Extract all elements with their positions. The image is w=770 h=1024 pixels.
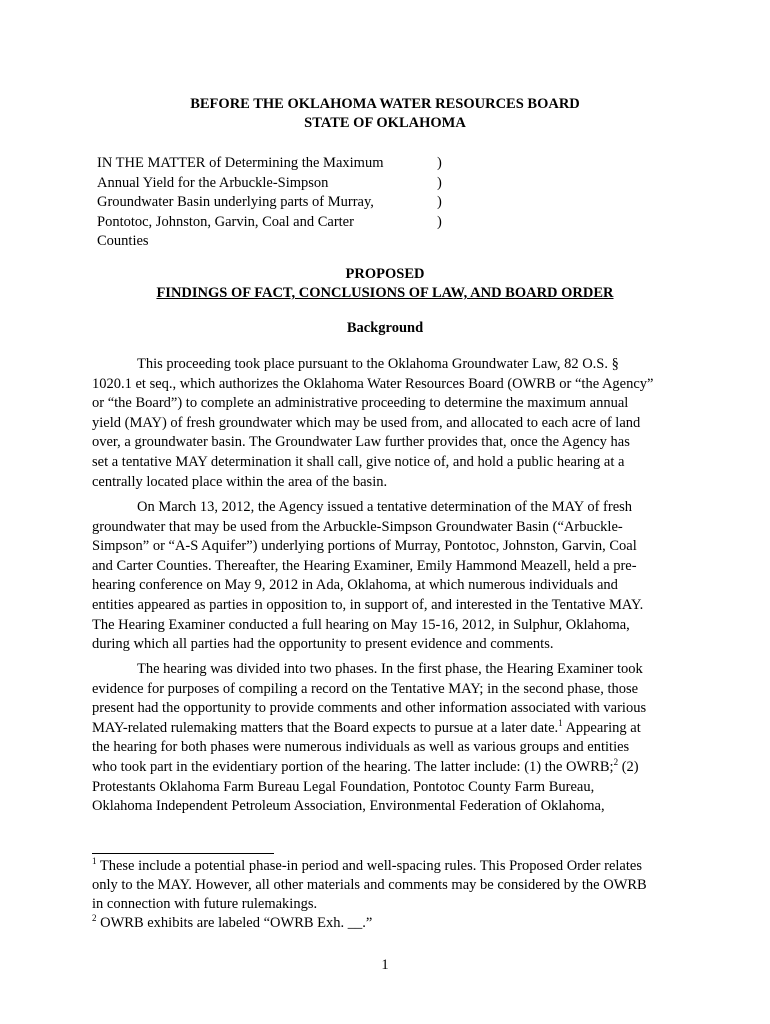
paragraph-line: Simpson” or “A-S Aquifer”) underlying portions of Murray, Pontotoc, Johnston, Garvin, Coal [92,538,637,555]
footnote-line: only to the MAY. However, all other materials and comments may be considered by the OWRB [92,877,647,893]
proposed-label: PROPOSED [345,266,425,282]
footnote-ref-1[interactable]: 1 [558,717,563,728]
paragraph-line [92,758,685,778]
paragraph-3 [92,660,685,817]
paragraph-line: present had the opportunity to provide comments and other information associated with various [92,700,647,717]
footnote-line: in connection with future rulemakings. [92,896,318,912]
paragraph-text: (2) [618,758,639,775]
board-heading-line: BEFORE THE OKLAHOMA WATER RESOURCES BOARD [190,96,580,112]
footnote-mark-1: 1 [92,856,97,867]
paragraph-line: and Carter Counties. Thereafter, the Hearing Examiner, Emily Hammond Meazell, held a pre- [92,557,637,574]
caption-bracket: ) [437,194,442,211]
case-caption [97,154,427,252]
paragraph-line: entities appeared as parties in opposition to, in support of, and interested in the Tentative MAY. [92,596,644,613]
paragraph-text: who took part in the evidentiary portion of the hearing. The latter include: (1) the OWRB; [92,758,614,775]
paragraph-line: Protestants Oklahoma Farm Bureau Legal Foundation, Pontotoc County Farm Bureau, [92,778,595,795]
caption-line: Groundwater Basin underlying parts of Murray, [97,194,374,211]
caption-brackets [437,154,457,232]
caption-bracket: ) [437,213,442,230]
paragraph-line: Oklahoma Independent Petroleum Association, Environmental Federation of Oklahoma, [92,798,605,815]
paragraph-line: or “the Board”) to complete an administrative proceeding to determine the maximum annual [92,395,629,412]
caption-line: Annual Yield for the Arbuckle-Simpson [97,174,329,191]
paragraph-line: The hearing was divided into two phases. In the first phase, the Hearing Examiner took [137,661,643,677]
paragraph-line: yield (MAY) of fresh groundwater which may be used from, and allocated to each acre of land [92,414,641,431]
paragraph-line: centrally located place within the area of the basin. [92,473,388,490]
paragraph-2 [92,498,685,655]
paragraph-line: 1020.1 et seq., which authorizes the Oklahoma Water Resources Board (OWRB or “the Agency” [92,375,654,392]
state-heading-line: STATE OF OKLAHOMA [304,115,466,131]
caption-bracket: ) [437,174,442,191]
footnote-text: These include a potential phase-in period and well-spacing rules. This Proposed Order relates [96,858,642,874]
footnote-1 [92,857,692,876]
footnote-2 [92,914,692,933]
paragraph-line: the hearing for both phases were numerous individuals as well as various groups and entities [92,739,630,756]
footnote-mark-2: 2 [92,913,97,924]
paragraph-line: set a tentative MAY determination it shall call, give notice of, and hold a public hearing at a [92,453,625,470]
paragraph-line: The Hearing Examiner conducted a full hearing on May 15-16, 2012, in Sulphur, Oklahoma, [92,616,630,633]
footnote-text: OWRB exhibits are labeled “OWRB Exh. __.” [96,915,373,931]
caption-bracket: ) [437,155,442,171]
page-number: 1 [381,957,389,973]
caption-line: Pontotoc, Johnston, Garvin, Coal and Carter [97,213,354,230]
section-heading-background: Background [346,320,424,336]
paragraph-line: groundwater that may be used from the Arbuckle-Simpson Groundwater Basin (“Arbuckle- [92,518,623,535]
paragraph-line: over, a groundwater basin. The Groundwater Law further provides that, once the Agency has [92,434,630,451]
paragraph-line: evidence for purposes of compiling a record on the Tentative MAY; in the second phase, those [92,680,639,697]
footnote-divider [92,853,274,854]
caption-line: Counties [97,233,149,250]
document-title: FINDINGS OF FACT, CONCLUSIONS OF LAW, AND BOARD ORDER [156,285,614,301]
paragraph-text: MAY-related rulemaking matters that the Board expects to pursue at a later date. [92,719,559,736]
paragraph-line [92,719,685,739]
paragraph-text: Appearing at [562,719,641,736]
caption-line: IN THE MATTER of Determining the Maximum [97,155,384,171]
paragraph-1 [92,355,685,492]
footnotes [92,857,692,933]
paragraph-line: hearing conference on May 9, 2012 in Ada, Oklahoma, at which numerous individuals and [92,577,618,594]
paragraph-line: during which all parties had the opportunity to present evidence and comments. [92,636,554,653]
board-heading [0,95,770,133]
footnote-ref-2[interactable]: 2 [613,757,619,768]
paragraph-line: On March 13, 2012, the Agency issued a tentative determination of the MAY of fresh [137,499,633,515]
paragraph-line: This proceeding took place pursuant to the Oklahoma Groundwater Law, 82 O.S. § [137,356,619,372]
